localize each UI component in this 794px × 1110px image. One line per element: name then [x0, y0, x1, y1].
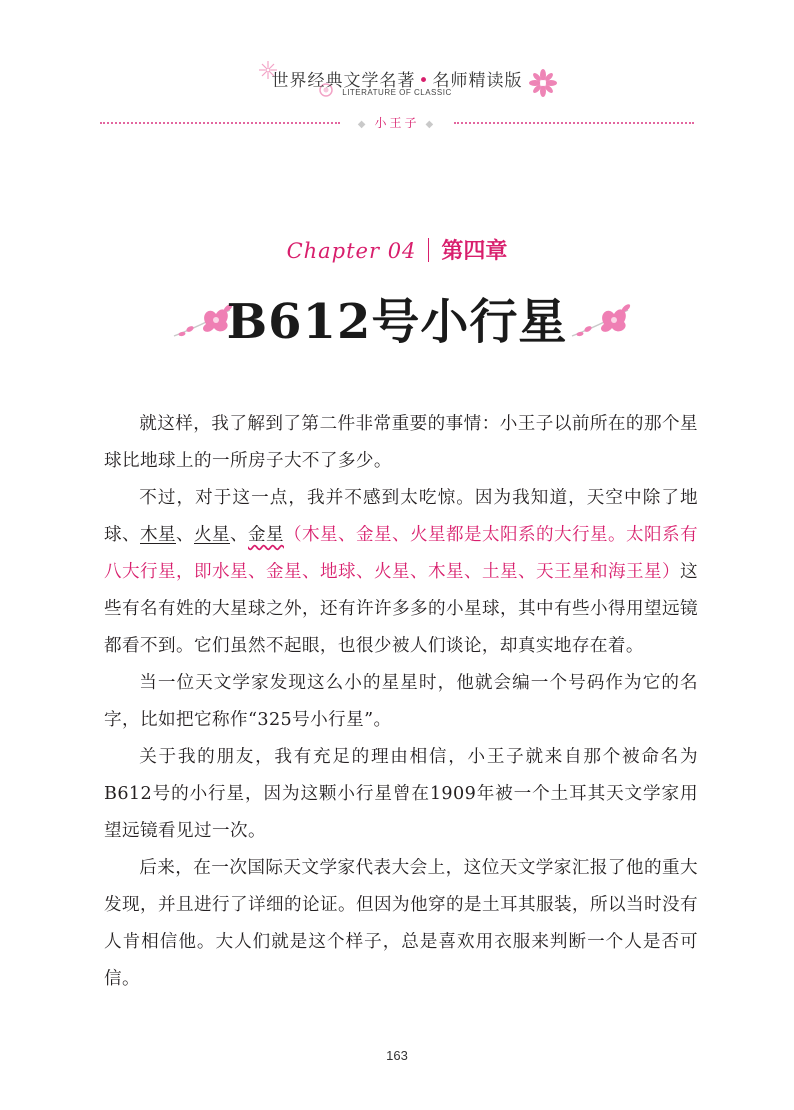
page-header	[0, 0, 794, 140]
paragraph-2	[104, 480, 698, 665]
title-divider-right: ◆	[425, 119, 437, 130]
paragraph-4: 关于我的朋友，我有充足的理由相信，小王子就来自那个被命名为B612号的小行星，因为这颗小行星曾在1909年被一个土耳其天文学家用望远镜看见过一次。	[104, 747, 698, 841]
underlined-word-mars: 火星	[194, 525, 230, 545]
book-title-text: 小王子	[374, 116, 420, 130]
series-subtitle-text: 名师精读版	[432, 71, 523, 91]
header-divider	[100, 118, 694, 128]
paragraph-5: 后来，在一次国际天文学家代表大会上，这位天文学家汇报了他的重大发现，并且进行了详细的论证。但因为他穿的是土耳其服装，所以当时没有人肯相信他。大人们就是这个样子，总是喜欢用衣服来判断一个人是否可信。	[104, 858, 698, 989]
chapter-label-cn: 第四章	[441, 239, 508, 264]
underlined-word-venus: 金星	[248, 525, 284, 545]
paragraph-3: 当一位天文学家发现这么小的星星时，他就会编一个号码作为它的名字，比如把它称作“325号小行星”。	[104, 673, 698, 730]
word-separator: 、	[230, 525, 248, 545]
paragraph-2-start: 不过，对于这一点，我并不感到太吃惊。因为我知道，天空中除了地球、	[104, 488, 698, 545]
paragraph-1: 就这样，我了解到了第二件非常重要的事情：小王子以前所在的那个星球比地球上的一所房子大不了多少。	[104, 414, 698, 471]
page-number: 163	[386, 1048, 408, 1063]
paragraph-2-end: 这些有名有姓的大星球之外，还有许许多多的小星球，其中有些小得用望远镜都看不到。它们虽然不起眼，也很少被人们谈论，却真实地存在着。	[104, 562, 698, 656]
title-divider-left: ◆	[357, 119, 369, 130]
series-english-title: LITERATURE OF CLASSIC	[342, 88, 452, 97]
series-bullet: •	[418, 71, 430, 91]
annotation-note: （木星、金星、火星都是太阳系的大行星。太阳系有八大行星，即水星、金星、地球、火星、木星、土星、天王星和海王星）	[104, 525, 698, 582]
chapter-label-en: Chapter 04	[286, 239, 417, 263]
chapter-label	[0, 234, 794, 265]
flower-branch-right-icon	[568, 296, 638, 346]
series-title-text: 世界经典文学名著	[271, 71, 416, 91]
running-book-title	[100, 114, 694, 131]
chapter-body	[104, 406, 698, 998]
chapter-label-separator	[428, 238, 429, 262]
underlined-word-jupiter: 木星	[140, 525, 176, 545]
chapter-title: B612号小行星	[226, 294, 568, 350]
chapter-title-row	[0, 292, 794, 356]
word-separator: 、	[176, 525, 194, 545]
